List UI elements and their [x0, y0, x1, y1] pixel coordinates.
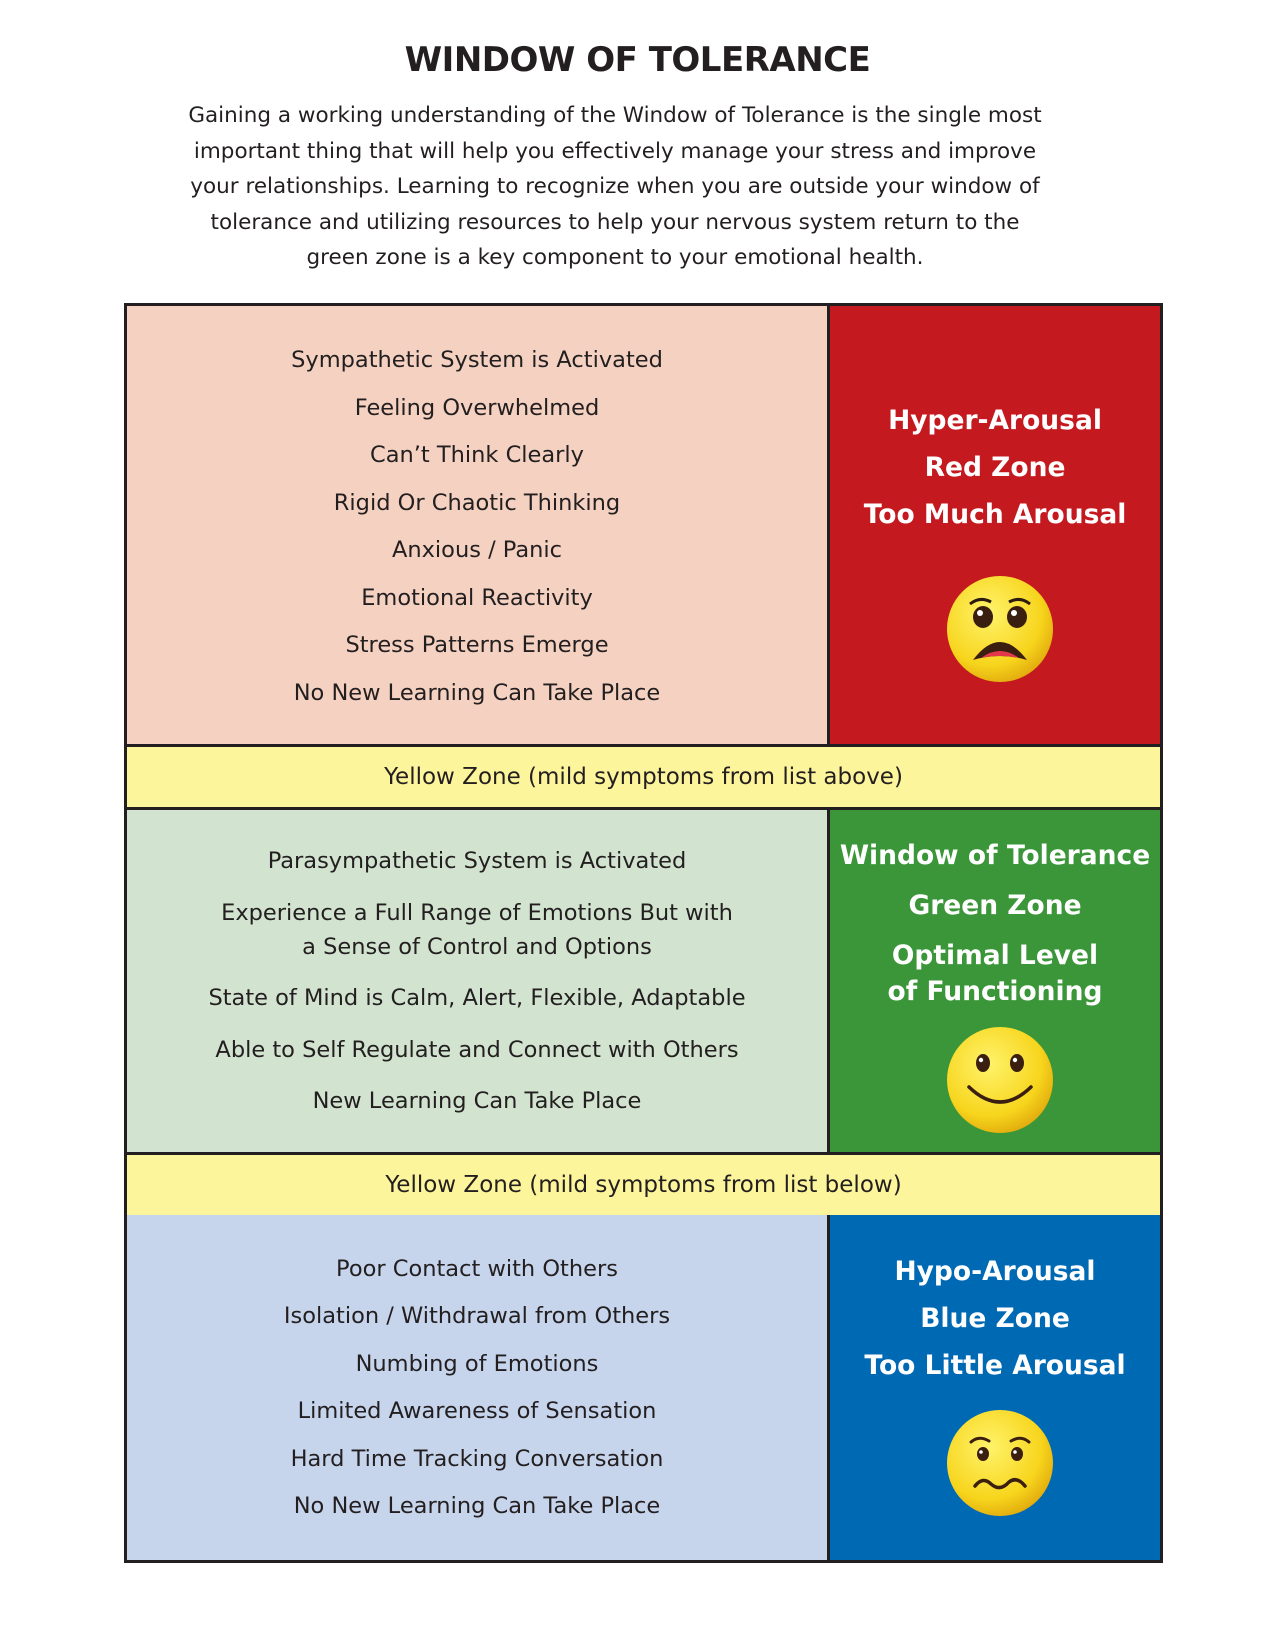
page-title: WINDOW OF TOLERANCE	[404, 40, 871, 80]
green-symptom-list	[208, 844, 745, 1118]
zones-table	[124, 303, 1163, 1563]
list-item: Experience a Full Range of Emotions But with a Sense of Control and Options	[221, 899, 733, 960]
green-symptoms-panel	[127, 810, 830, 1152]
distressed-face-icon	[945, 574, 1055, 684]
worried-face-icon	[945, 1408, 1055, 1518]
intro-paragraph: Gaining a working understanding of the Window of Tolerance is the single most important thing that will help you effectively manage your stress and improve your relationships. Learning to recognize when you are outside your window of tolerance and utilizing resources to help your nervous system return to the green zone is a key component to your emotional health.	[188, 103, 1042, 270]
yellow-zone-lower	[127, 1152, 1160, 1218]
list-item: Feeling Overwhelmed	[354, 394, 600, 421]
blue-zone-row	[127, 1215, 1160, 1560]
list-item: Sympathetic System is Activated	[291, 347, 663, 374]
zone-description: Optimal Level of Functioning	[887, 940, 1103, 1007]
list-item: State of Mind is Calm, Alert, Flexible, Adaptable	[208, 985, 746, 1011]
zone-name: Hyper-Arousal	[888, 405, 1102, 436]
zone-description: Too Much Arousal	[863, 499, 1127, 530]
blue-symptoms-panel	[127, 1215, 830, 1560]
zone-color-name: Red Zone	[924, 452, 1066, 483]
red-symptom-list	[291, 345, 663, 708]
list-item: Rigid Or Chaotic Thinking	[333, 489, 621, 516]
list-item: Anxious / Panic	[391, 537, 563, 564]
red-symptoms-panel	[127, 306, 830, 747]
list-item: Stress Patterns Emerge	[345, 632, 609, 659]
red-zone-label-panel	[830, 306, 1160, 747]
list-item: No New Learning Can Take Place	[293, 1493, 661, 1520]
list-item: New Learning Can Take Place	[312, 1088, 642, 1114]
list-item: Limited Awareness of Sensation	[297, 1398, 657, 1425]
list-item: Poor Contact with Others	[336, 1255, 618, 1282]
green-zone-label-panel	[830, 810, 1160, 1152]
list-item: Able to Self Regulate and Connect with Others	[215, 1036, 739, 1063]
yellow-zone-upper	[127, 744, 1160, 810]
red-zone-row	[127, 306, 1160, 747]
zone-color-name: Blue Zone	[920, 1303, 1070, 1334]
yellow-zone-label: Yellow Zone (mild symptoms from list above)	[384, 764, 903, 790]
list-item: Hard Time Tracking Conversation	[290, 1445, 664, 1472]
smiling-face-icon	[945, 1025, 1055, 1135]
list-item: Can’t Think Clearly	[370, 442, 584, 469]
blue-zone-label-panel	[830, 1215, 1160, 1560]
blue-symptom-list	[284, 1254, 670, 1522]
zone-description: Too Little Arousal	[864, 1350, 1126, 1381]
yellow-zone-label: Yellow Zone (mild symptoms from list below)	[385, 1172, 902, 1198]
list-item: Emotional Reactivity	[361, 584, 593, 611]
list-item: Isolation / Withdrawal from Others	[283, 1303, 671, 1330]
list-item: No New Learning Can Take Place	[293, 679, 661, 706]
zone-name: Window of Tolerance	[839, 840, 1151, 871]
green-zone-row	[127, 810, 1160, 1152]
zone-color-name: Green Zone	[908, 890, 1082, 921]
zone-name: Hypo-Arousal	[894, 1256, 1096, 1287]
list-item: Numbing of Emotions	[355, 1350, 599, 1377]
list-item: Parasympathetic System is Activated	[267, 848, 687, 874]
